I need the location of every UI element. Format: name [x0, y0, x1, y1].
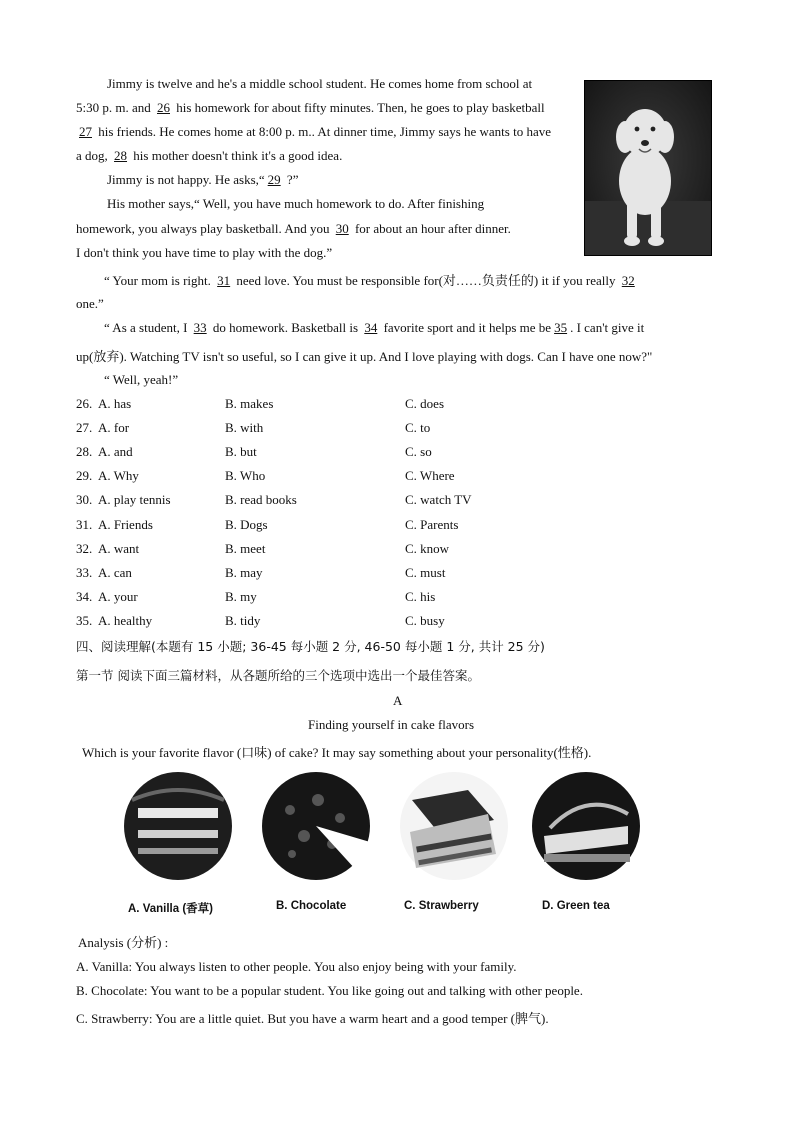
option-b[interactable]: B. Dogs	[225, 516, 268, 532]
cake-image-strawberry	[398, 770, 510, 882]
blank-30[interactable]: 30	[335, 221, 349, 236]
passage-line-1: Jimmy is twelve and he's a middle school student. He comes home from school at	[107, 76, 533, 91]
option-a[interactable]: A. and	[98, 444, 133, 460]
passage-line-7: homework, you always play basketball. And you 30 for about an hour after dinner.	[76, 221, 511, 236]
option-a[interactable]: A. healthy	[98, 612, 153, 628]
cake-image-vanilla	[122, 770, 234, 882]
passage-line-12: up(放弃). Watching TV isn't so useful, so I can give it up. And I love playing with dogs. Can I have one now?"	[76, 349, 653, 364]
blank-33[interactable]: 33	[193, 320, 207, 335]
option-b[interactable]: B. meet	[225, 540, 266, 556]
option-a[interactable]: A. for	[98, 420, 130, 436]
option-c[interactable]: C. his	[405, 588, 436, 604]
cake-caption-vanilla: A. Vanilla (香草)	[128, 903, 213, 915]
section-heading: 四、阅读理解(本题有 15 小题; 36-45 每小题 2 分, 46-50 每小题 1 分, 共计 25 分)	[76, 639, 545, 654]
option-b[interactable]: B. Who	[225, 468, 266, 484]
blank-27[interactable]: 27	[79, 124, 92, 139]
question-number: 28.	[76, 444, 93, 460]
passage-line-3: 27 his friends. He comes home at 8:00 p. m.. At dinner time, Jimmy says he wants to have	[76, 124, 551, 140]
blank-32[interactable]: 32	[621, 273, 635, 288]
question-number: 35.	[76, 612, 93, 628]
option-a[interactable]: A. can	[98, 564, 132, 580]
passage-letter: A	[393, 693, 403, 708]
option-a[interactable]: A. Friends	[98, 516, 153, 532]
cake-caption-chocolate: B. Chocolate	[276, 900, 347, 912]
blank-28[interactable]: 28	[114, 148, 128, 163]
option-b[interactable]: B. my	[225, 588, 257, 604]
passage-line-4: a dog, 28 his mother doesn't think it's a good idea.	[76, 148, 343, 163]
dog-photo	[584, 80, 712, 256]
option-a[interactable]: A. your	[98, 588, 138, 604]
option-c[interactable]: C. Where	[405, 468, 455, 484]
option-c[interactable]: C. to	[405, 420, 431, 436]
passage-line-9: “ Your mom is right. 31 need love. You must be responsible for(对……负责任的) it if you really 32	[104, 270, 638, 289]
analysis-b: B. Chocolate: You want to be a popular student. You like going out and talking with other people.	[76, 983, 583, 998]
option-a[interactable]: A. Why	[98, 468, 139, 484]
passage-line-11: “ As a student, I 33 do homework. Basketball is 34 favorite sport and it helps me be 35 . I can't give it	[104, 320, 645, 335]
blank-26[interactable]: 26	[157, 100, 170, 115]
blank-34[interactable]: 34	[364, 320, 378, 335]
question-number: 26.	[76, 396, 93, 411]
blank-35[interactable]: 35	[554, 320, 568, 335]
option-b[interactable]: B. with	[225, 420, 264, 436]
option-b[interactable]: B. tidy	[225, 612, 261, 628]
option-b[interactable]: B. read books	[225, 492, 297, 508]
passage-line-8: I don't think you have time to play with the dog.”	[76, 245, 333, 260]
passage-title: Finding yourself in cake flavors	[308, 717, 475, 732]
option-c[interactable]: C. know	[405, 540, 450, 556]
question-number: 33.	[76, 564, 93, 580]
question-number: 32.	[76, 540, 93, 556]
cake-image-green-tea	[530, 770, 642, 882]
option-b[interactable]: B. may	[225, 564, 263, 580]
option-c[interactable]: C. does	[405, 396, 444, 411]
question-number: 34.	[76, 588, 93, 604]
option-c[interactable]: C. must	[405, 564, 446, 580]
blank-29[interactable]: 29	[267, 172, 281, 187]
blank-31[interactable]: 31	[217, 273, 231, 288]
question-number: 27.	[76, 420, 93, 436]
dog-illustration	[585, 81, 711, 255]
option-a[interactable]: A. want	[98, 540, 140, 556]
question-number: 31.	[76, 516, 93, 532]
analysis-a: A. Vanilla: You always listen to other people. You also enjoy being with your family.	[76, 959, 517, 974]
passage-line-10: one.”	[76, 296, 104, 311]
cake-caption-green-tea: D. Green tea	[542, 900, 610, 912]
cake-caption-strawberry: C. Strawberry	[404, 900, 479, 912]
option-c[interactable]: C. so	[405, 444, 432, 460]
option-b[interactable]: B. but	[225, 444, 257, 460]
passage-line-6: His mother says,“ Well, you have much homework to do. After finishing	[107, 196, 485, 211]
option-a[interactable]: A. play tennis	[98, 492, 171, 508]
question-number: 29.	[76, 468, 93, 484]
option-c[interactable]: C. Parents	[405, 516, 459, 532]
analysis-c: C. Strawberry: You are a little quiet. But you have a warm heart and a good temper (脾气).	[76, 1011, 549, 1026]
passage-line-5: Jimmy is not happy. He asks,“ 29 ?”	[107, 172, 299, 187]
option-a[interactable]: A. has	[98, 396, 132, 411]
passage-intro: Which is your favorite flavor (口味) of cake? It may say something about your personality(性格).	[82, 745, 592, 760]
passage-line-2: 5:30 p. m. and 26 his homework for about fifty minutes. Then, he goes to play basketball	[76, 100, 545, 115]
cake-image-chocolate	[260, 770, 372, 882]
analysis-label: Analysis (分析) :	[78, 935, 169, 950]
passage-line-13: “ Well, yeah!”	[104, 372, 179, 387]
option-c[interactable]: C. watch TV	[405, 492, 472, 508]
section-subheading: 第一节 阅读下面三篇材料，从各题所给的三个选项中选出一个最佳答案。	[76, 668, 480, 683]
question-number: 30.	[76, 492, 93, 508]
option-c[interactable]: C. busy	[405, 612, 445, 628]
option-b[interactable]: B. makes	[225, 396, 274, 411]
